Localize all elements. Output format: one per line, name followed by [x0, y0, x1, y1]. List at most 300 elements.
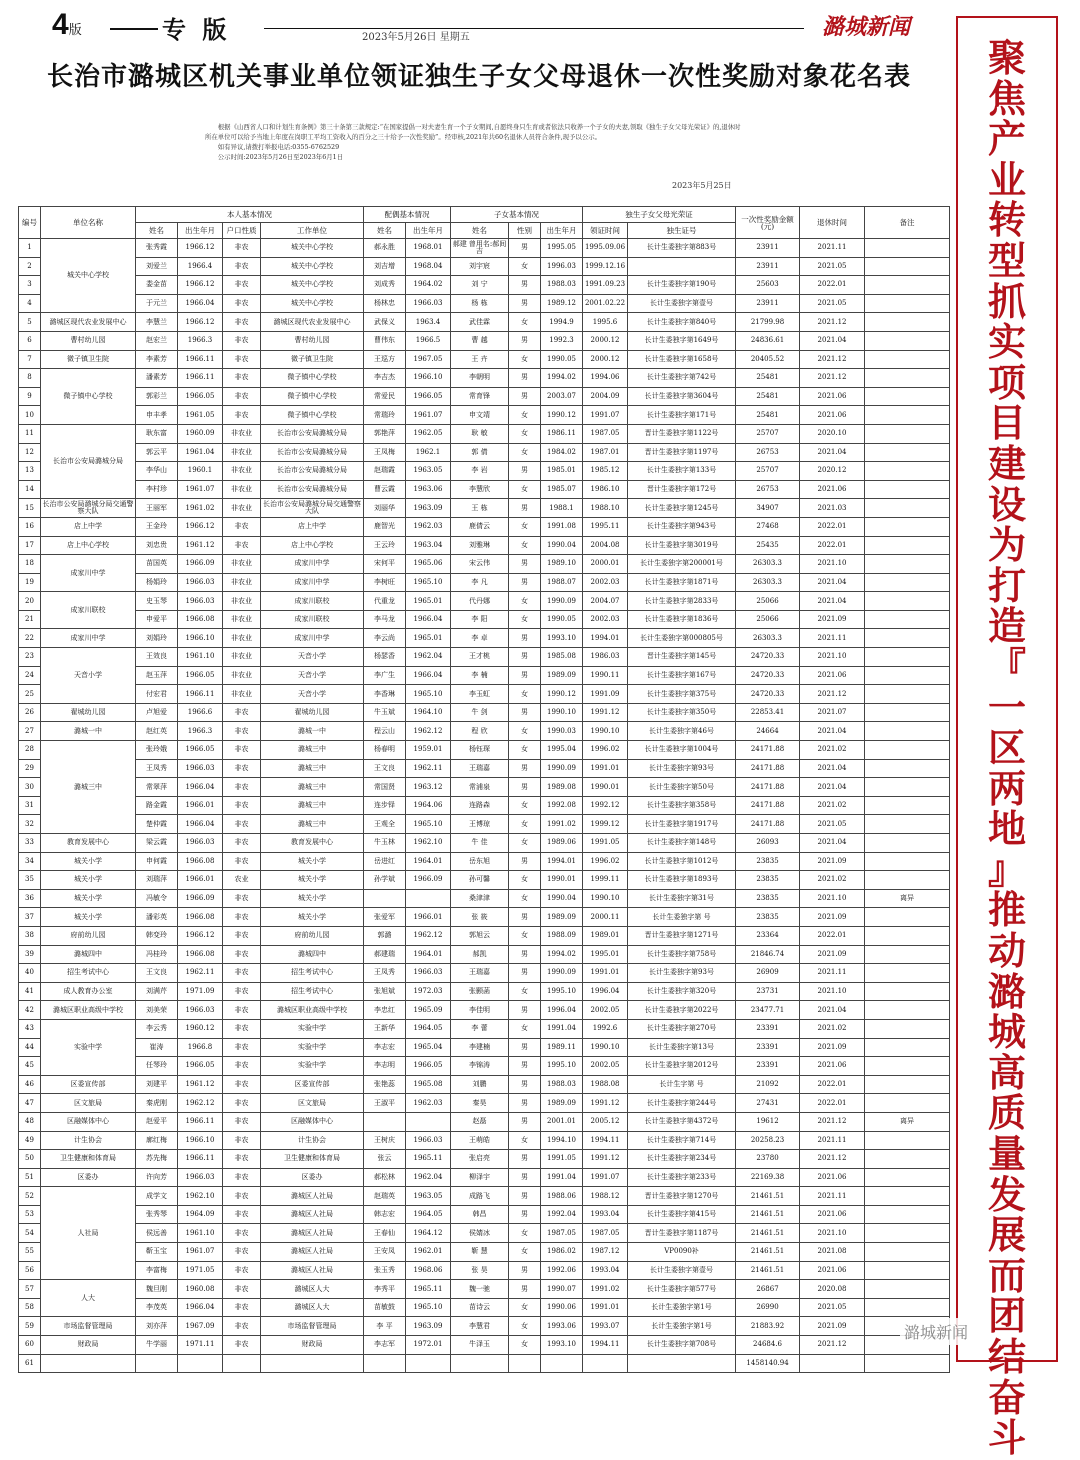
- header-rule-left: [110, 28, 158, 30]
- table-cell: 牛 佳: [451, 834, 509, 853]
- table-cell: 24171.88: [736, 796, 800, 815]
- table-cell: 牛学丽: [136, 1336, 178, 1355]
- table-cell: 成家川中学: [261, 629, 364, 648]
- table-cell: 21092: [736, 1075, 800, 1094]
- table-cell: 1990.10: [583, 1038, 628, 1057]
- table-cell: 1990.10: [583, 889, 628, 908]
- table-cell: 曹村幼儿园: [261, 331, 364, 350]
- table-cell: 1990.07: [541, 1280, 583, 1299]
- table-cell: 非农业: [223, 555, 261, 574]
- table-cell: 2021.10: [800, 555, 865, 574]
- table-cell: 1991.08: [541, 517, 583, 536]
- table-cell: 秦昊: [451, 1094, 509, 1113]
- table-cell: 25481: [736, 369, 800, 388]
- table-cell: 非农: [223, 1168, 261, 1187]
- table-cell: 20258.23: [736, 1131, 800, 1150]
- table-row: [19, 1057, 950, 1076]
- table-cell: 郭潞: [364, 926, 406, 945]
- unit-name: 潞城区现代农业发展中心: [41, 313, 136, 332]
- slogan-char: 高: [987, 1050, 1026, 1095]
- table-cell: 常浦泉: [451, 778, 509, 797]
- sub-header: 领证时间: [583, 223, 628, 239]
- table-cell: 1964.02: [406, 276, 451, 295]
- table-cell: 1966.3: [178, 331, 223, 350]
- table-cell: 非农: [223, 517, 261, 536]
- row-number: 35: [19, 871, 41, 890]
- table-cell: [865, 1261, 950, 1280]
- row-number: 4: [19, 294, 41, 313]
- table-cell: [865, 1243, 950, 1262]
- table-cell: 34907: [736, 499, 800, 518]
- table-cell: 1994.01: [583, 629, 628, 648]
- table-cell: 潞城区人社局: [261, 1261, 364, 1280]
- table-cell: 王安凤: [364, 1243, 406, 1262]
- table-cell: 1966.03: [178, 1001, 223, 1020]
- row-number: 37: [19, 908, 41, 927]
- table-cell: 刘瑞萍: [136, 871, 178, 890]
- table-cell: 鹿智光: [364, 517, 406, 536]
- table-cell: [865, 1094, 950, 1113]
- table-cell: 1966.01: [178, 796, 223, 815]
- table-cell: 2021.04: [800, 1001, 865, 1020]
- table-cell: 申文靖: [451, 406, 509, 425]
- table-cell: 1961.12: [178, 1075, 223, 1094]
- row-number: 49: [19, 1131, 41, 1150]
- table-cell: 成家川联校: [261, 592, 364, 611]
- table-cell: 1961.07: [178, 1243, 223, 1262]
- table-cell: 1960.08: [178, 1280, 223, 1299]
- table-cell: 2021.05: [800, 815, 865, 834]
- table-cell: 刘吉增: [364, 257, 406, 276]
- table-cell: 23911: [736, 294, 800, 313]
- table-cell: 潞城三中: [261, 796, 364, 815]
- table-cell: 1989.12: [541, 294, 583, 313]
- table-cell: 男: [509, 1205, 541, 1224]
- table-cell: 非农: [223, 722, 261, 741]
- table-cell: 1966.05: [178, 1057, 223, 1076]
- table-cell: 1987.05: [583, 424, 628, 443]
- table-row: [19, 1187, 950, 1206]
- table-cell: [628, 1354, 736, 1373]
- table-cell: 1966.05: [406, 1057, 451, 1076]
- table-cell: 女: [509, 889, 541, 908]
- table-cell: 1991.05: [541, 1150, 583, 1169]
- table-cell: 24664: [736, 722, 800, 741]
- unit-name: 微子镇卫生院: [41, 350, 136, 369]
- table-cell: 24720.33: [736, 685, 800, 704]
- table-cell: 1962.1: [406, 443, 451, 462]
- table-cell: 男: [509, 1094, 541, 1113]
- table-cell: 2022.01: [800, 276, 865, 295]
- table-cell: 1991.12: [583, 703, 628, 722]
- row-number: 7: [19, 350, 41, 369]
- table-cell: 王丽军: [136, 499, 178, 518]
- table-cell: 申丰孝: [136, 406, 178, 425]
- table-cell: [865, 257, 950, 276]
- table-cell: 天音小学: [261, 685, 364, 704]
- table-cell: 1966.10: [178, 1131, 223, 1150]
- table-cell: 2021.06: [800, 387, 865, 406]
- table-cell: 非农: [223, 1094, 261, 1113]
- table-cell: 1991.04: [541, 1168, 583, 1187]
- table-cell: 1995.10: [541, 1057, 583, 1076]
- table-cell: 耿东富: [136, 424, 178, 443]
- table-cell: 实验中学: [261, 1057, 364, 1076]
- table-cell: 娄金苗: [136, 276, 178, 295]
- table-cell: 27431: [736, 1094, 800, 1113]
- table-cell: 2021.12: [800, 685, 865, 704]
- table-cell: 潞城区人社局: [261, 1187, 364, 1206]
- table-cell: 1996.04: [541, 1001, 583, 1020]
- table-cell: 26093: [736, 834, 800, 853]
- table-cell: 1964.12: [406, 1224, 451, 1243]
- table-row: [19, 462, 950, 481]
- table-cell: 1986.10: [583, 480, 628, 499]
- table-cell: 市场监督管理局: [261, 1317, 364, 1336]
- table-cell: 1966.12: [178, 926, 223, 945]
- table-cell: 非农: [223, 350, 261, 369]
- table-cell: 女: [509, 834, 541, 853]
- table-cell: 24684.6: [736, 1336, 800, 1355]
- table-cell: 李素芳: [136, 350, 178, 369]
- table-cell: 刘 宁: [451, 276, 509, 295]
- table-cell: 2021.04: [800, 573, 865, 592]
- table-cell: [865, 276, 950, 295]
- slogan-char: 展: [987, 1213, 1026, 1258]
- row-number: 33: [19, 834, 41, 853]
- table-cell: 李香琳: [364, 685, 406, 704]
- table-cell: 男: [509, 331, 541, 350]
- slogan-char: 而: [987, 1253, 1026, 1298]
- table-cell: 1991.02: [583, 1280, 628, 1299]
- table-cell: 1986.03: [583, 648, 628, 667]
- table-cell: 女: [509, 871, 541, 890]
- table-cell: 2021.12: [800, 369, 865, 388]
- table-cell: 男: [509, 1261, 541, 1280]
- table-row: [19, 257, 950, 276]
- table-row: [19, 406, 950, 425]
- table-cell: 1966.09: [406, 871, 451, 890]
- table-cell: 男: [509, 1057, 541, 1076]
- table-cell: 魏旦刚: [136, 1280, 178, 1299]
- table-cell: 成家川联校: [261, 610, 364, 629]
- table-cell: 刘成秀: [364, 276, 406, 295]
- table-cell: [541, 1354, 583, 1373]
- table-cell: 1990.11: [583, 666, 628, 685]
- table-cell: 1963.06: [406, 480, 451, 499]
- table-cell: 2020.10: [800, 424, 865, 443]
- unit-name: 计生协会: [41, 1131, 136, 1150]
- table-cell: 女: [509, 982, 541, 1001]
- table-row: [19, 685, 950, 704]
- table-cell: 女: [509, 1224, 541, 1243]
- table-row: [19, 629, 950, 648]
- table-cell: 2021.11: [800, 1187, 865, 1206]
- table-cell: 1964.09: [178, 1205, 223, 1224]
- table-cell: 2021.04: [800, 778, 865, 797]
- row-number: 51: [19, 1168, 41, 1187]
- table-row: [19, 313, 950, 332]
- table-cell: 男: [509, 387, 541, 406]
- table-cell: 1994.10: [541, 1131, 583, 1150]
- table-row: [19, 1224, 950, 1243]
- table-cell: 2021.05: [800, 257, 865, 276]
- table-cell: 2002.05: [583, 1001, 628, 1020]
- table-cell: 天音小学: [261, 666, 364, 685]
- table-cell: 20405.52: [736, 350, 800, 369]
- table-row: [19, 480, 950, 499]
- table-cell: 1966.05: [178, 666, 223, 685]
- table-cell: 1985.01: [541, 462, 583, 481]
- table-cell: 区融媒体中心: [261, 1112, 364, 1131]
- table-cell: 1965.08: [406, 1075, 451, 1094]
- table-cell: [865, 1298, 950, 1317]
- table-cell: 2021.10: [800, 889, 865, 908]
- table-cell: 1966.11: [178, 685, 223, 704]
- table-cell: 长计生委独字第1649号: [628, 331, 736, 350]
- col-header-retire: 退休时间: [800, 207, 865, 239]
- table-cell: 2021.02: [800, 1019, 865, 1038]
- table-cell: 潞城三中: [261, 778, 364, 797]
- table-cell: 男: [509, 1112, 541, 1131]
- table-cell: 21883.92: [736, 1317, 800, 1336]
- table-cell: 1962.11: [178, 964, 223, 983]
- table-cell: 2021.06: [800, 666, 865, 685]
- table-cell: 男: [509, 1187, 541, 1206]
- table-cell: 潞城三中: [261, 759, 364, 778]
- unit-name: 招生考试中心: [41, 964, 136, 983]
- table-cell: 1966.10: [178, 629, 223, 648]
- row-number: 34: [19, 852, 41, 871]
- table-row: [19, 1280, 950, 1299]
- slogan-char: 为: [987, 523, 1026, 568]
- table-header: [19, 207, 950, 239]
- table-cell: 女: [509, 796, 541, 815]
- table-cell: [865, 759, 950, 778]
- table-cell: [865, 648, 950, 667]
- table-cell: 26990: [736, 1298, 800, 1317]
- table-cell: 长计生委独字第943号: [628, 517, 736, 536]
- table-cell: 非农业: [223, 480, 261, 499]
- sub-header: 姓名: [136, 223, 178, 239]
- table-cell: 2021.06: [800, 1057, 865, 1076]
- table-cell: 长计生委独字第270号: [628, 1019, 736, 1038]
- row-number: 31: [19, 796, 41, 815]
- slogan-char: 型: [987, 238, 1026, 283]
- row-number: 20: [19, 592, 41, 611]
- sub-header: 出生年月: [541, 223, 583, 239]
- table-cell: [865, 443, 950, 462]
- table-row: [19, 1019, 950, 1038]
- table-cell: [865, 573, 950, 592]
- table-cell: 1968.04: [406, 257, 451, 276]
- row-number: 47: [19, 1094, 41, 1113]
- table-cell: [865, 666, 950, 685]
- table-cell: 非农业: [223, 424, 261, 443]
- table-cell: 长计生委独字第1836号: [628, 610, 736, 629]
- table-cell: 1988.1: [541, 499, 583, 518]
- row-number: 17: [19, 536, 41, 555]
- table-cell: 2021.12: [800, 1112, 865, 1131]
- table-cell: [865, 926, 950, 945]
- table-cell: 长计生委独字第 号: [628, 908, 736, 927]
- table-cell: 1966.03: [178, 1168, 223, 1187]
- table-cell: 牛 剑: [451, 703, 509, 722]
- slogan-char: 项: [987, 360, 1026, 405]
- table-cell: 25481: [736, 406, 800, 425]
- table-cell: 非农: [223, 834, 261, 853]
- table-cell: 店上中学: [261, 517, 364, 536]
- unit-name: 区委宣传部: [41, 1075, 136, 1094]
- row-number: 14: [19, 480, 41, 499]
- table-cell: [865, 1075, 950, 1094]
- table-row: [19, 1131, 950, 1150]
- table-cell: 2021.03: [800, 499, 865, 518]
- table-cell: 李茂英: [136, 1298, 178, 1317]
- table-cell: 付宏君: [136, 685, 178, 704]
- slogan-char: 动: [987, 929, 1026, 974]
- table-cell: 侯婧冰: [451, 1224, 509, 1243]
- unit-name: 曹村幼儿园: [41, 331, 136, 350]
- table-cell: 1996.02: [583, 741, 628, 760]
- unit-name: 潞城区职业高级中学校: [41, 1001, 136, 1020]
- table-cell: 王观全: [364, 815, 406, 834]
- table-cell: 长计生委独字第200001号: [628, 555, 736, 574]
- table-cell: 晋计生委独字第1122号: [628, 424, 736, 443]
- table-cell: 长计生委独字第46号: [628, 722, 736, 741]
- row-number: 28: [19, 741, 41, 760]
- table-cell: [865, 796, 950, 815]
- table-cell: 牛玉斌: [364, 703, 406, 722]
- table-row: [19, 834, 950, 853]
- table-cell: 王 卉: [451, 350, 509, 369]
- table-cell: 男: [509, 1075, 541, 1094]
- table-cell: 1990.09: [541, 964, 583, 983]
- row-number: 53: [19, 1205, 41, 1224]
- table-cell: 2000.12: [583, 350, 628, 369]
- page-title: 长治市潞城区机关事业单位领证独生子女父母退休一次性奖励对象花名表: [46, 62, 911, 92]
- table-cell: 女: [509, 926, 541, 945]
- table-cell: 2003.07: [541, 387, 583, 406]
- table-cell: 1989.06: [541, 834, 583, 853]
- table-cell: 武佳霖: [451, 313, 509, 332]
- row-number: 54: [19, 1224, 41, 1243]
- table-cell: 非农: [223, 759, 261, 778]
- row-number: 18: [19, 555, 41, 574]
- table-cell: 张玉秀: [364, 1261, 406, 1280]
- table-cell: 1999.11: [583, 871, 628, 890]
- table-cell: 崔涛: [136, 1038, 178, 1057]
- table-row: [19, 1298, 950, 1317]
- table-cell: 刘建平: [136, 1075, 178, 1094]
- row-number: 16: [19, 517, 41, 536]
- table-cell: 李 平: [364, 1317, 406, 1336]
- row-number: 30: [19, 778, 41, 797]
- table-cell: 李玉虹: [451, 685, 509, 704]
- table-cell: 1966.01: [178, 871, 223, 890]
- table-cell: 1989.09: [541, 1094, 583, 1113]
- table-cell: 2001.02.22: [583, 294, 628, 313]
- table-cell: 长计生委独字第93号: [628, 759, 736, 778]
- table-cell: 1966.11: [178, 1112, 223, 1131]
- table-cell: 1988.08: [583, 1075, 628, 1094]
- table-row: [19, 387, 950, 406]
- table-cell: 非农: [223, 276, 261, 295]
- row-number: 15: [19, 499, 41, 518]
- table-cell: 潞城区现代农业发展中心: [261, 313, 364, 332]
- table-cell: 女: [509, 536, 541, 555]
- unit-name: 市场监督管理局: [41, 1317, 136, 1336]
- table-cell: 1994.02: [541, 369, 583, 388]
- table-cell: 于元兰: [136, 294, 178, 313]
- table-cell: 1990.06: [541, 1298, 583, 1317]
- table-cell: 26867: [736, 1280, 800, 1299]
- table-cell: 男: [509, 964, 541, 983]
- table-cell: 长治市公安局潞城分局: [261, 462, 364, 481]
- table-row: [19, 703, 950, 722]
- table-cell: 柳泽宇: [451, 1168, 509, 1187]
- table-cell: 2000.12: [583, 331, 628, 350]
- table-cell: [865, 387, 950, 406]
- table-cell: 财政局: [261, 1336, 364, 1355]
- table-cell: 史玉琴: [136, 592, 178, 611]
- table-cell: 1963.09: [406, 1317, 451, 1336]
- table-cell: [865, 908, 950, 927]
- table-cell: 长计生委独字第2833号: [628, 592, 736, 611]
- table-cell: 非农: [223, 1336, 261, 1355]
- table-cell: 秦虎刚: [136, 1094, 178, 1113]
- table-cell: 1458140.94: [736, 1354, 800, 1373]
- table-cell: 男: [509, 666, 541, 685]
- table-cell: 1963.04: [406, 536, 451, 555]
- table-cell: 1965.11: [406, 1150, 451, 1169]
- table-row: [19, 555, 950, 574]
- intro-paragraph: 根据《山西省人口和计划生育条例》第三十条第三款规定:“在国家提倡一对夫妻生育一个子女期间,自愿终身只生育或者依法只收养一个子女的夫妻,领取《独生子女父母光荣证》的,退休时所在单位可以给予当地上年度在岗职工平均工资收入的百分之三十给予一次性奖励”。经审核,2021年共60名退休人员符合条件,现予以公示。: [205, 123, 741, 141]
- table-cell: 非农: [223, 1001, 261, 1020]
- table-cell: [364, 1112, 406, 1131]
- table-cell: 25435: [736, 536, 800, 555]
- table-cell: 苏先梅: [136, 1150, 178, 1169]
- table-cell: 李 卓: [451, 629, 509, 648]
- table-cell: 23911: [736, 257, 800, 276]
- table-cell: 1991.09: [583, 685, 628, 704]
- table-cell: [865, 685, 950, 704]
- table-row: [19, 815, 950, 834]
- slogan-char: 发: [987, 1172, 1026, 1217]
- table-cell: [865, 1150, 950, 1169]
- table-cell: 24720.33: [736, 648, 800, 667]
- table-cell: 1994.06: [583, 369, 628, 388]
- slogan-char: 焦: [987, 76, 1026, 121]
- table-cell: 1986.11: [541, 424, 583, 443]
- table-cell: 府前幼儿园: [261, 926, 364, 945]
- table-cell: 1990.09: [541, 592, 583, 611]
- table-cell: 非农业: [223, 610, 261, 629]
- table-cell: 1996.02: [583, 852, 628, 871]
- table-cell: 2021.12: [800, 1150, 865, 1169]
- table-cell: 1989.10: [541, 555, 583, 574]
- table-cell: 2021.02: [800, 796, 865, 815]
- table-cell: [865, 1001, 950, 1020]
- table-cell: [406, 1112, 451, 1131]
- table-cell: 申何霞: [136, 852, 178, 871]
- table-cell: 城关小学: [261, 871, 364, 890]
- table-cell: 1966.04: [406, 610, 451, 629]
- table-cell: 张爱军: [364, 908, 406, 927]
- table-cell: 1965.06: [406, 555, 451, 574]
- table-cell: 长计生委独字第167号: [628, 666, 736, 685]
- sub-header: 姓名: [451, 223, 509, 239]
